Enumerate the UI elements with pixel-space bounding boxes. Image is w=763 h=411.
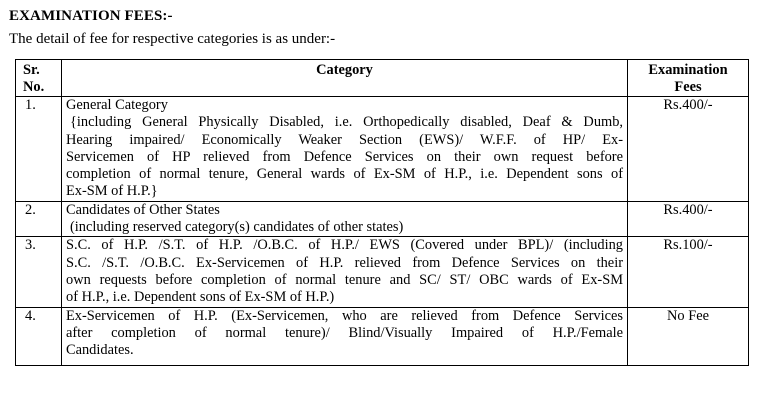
table-header-row (16, 60, 749, 97)
table-row (16, 307, 749, 366)
header-sr-line2: No. (23, 79, 45, 95)
table-row (16, 237, 749, 307)
category-line: Ex-Servicemen of H.P. (Ex-Servicemen, who are relieved from Defence Services (66, 307, 623, 324)
row-fee: Rs.400/- (628, 97, 749, 202)
row-fee: Rs.400/- (628, 201, 749, 237)
header-examination-fees (628, 60, 749, 97)
row-sr-no: 1. (16, 97, 62, 202)
category-line: (including reserved category(s) candidates of other states) (70, 219, 404, 236)
category-line: Servicemen of HP relieved from Defence Services on their own request before (66, 148, 623, 165)
category-line: S.C. of H.P. /S.T. of H.P. /O.B.C. of H.P./ EWS (Covered under BPL)/ (including (66, 237, 623, 254)
category-line: of H.P., i.e. Dependent sons of Ex-SM of H.P.) (66, 289, 335, 306)
category-line: after completion of normal tenure)/ Blind/Visually Impaired of H.P./Female (66, 324, 623, 341)
category-line: Candidates of Other States (66, 201, 220, 218)
row-sr-no: 3. (16, 237, 62, 307)
header-sr-no (16, 60, 62, 97)
row-category (62, 201, 628, 237)
header-fees-line1: Examination (648, 62, 728, 78)
category-line: Ex-SM of H.P.} (66, 183, 158, 200)
category-line: Candidates. (66, 342, 134, 359)
category-line: General Category (66, 97, 168, 113)
table-row (16, 201, 749, 237)
fees-table (15, 59, 749, 366)
category-line: {including General Physically Disabled, i.e. Orthopedically disabled, Deaf & Dumb, (70, 114, 623, 131)
row-category (62, 97, 628, 202)
intro-text: The detail of fee for respective categories is as under:- (9, 31, 336, 47)
header-category: Category (62, 60, 628, 97)
header-sr-line1: Sr. (23, 62, 40, 78)
category-line: own requests before completion of normal tenure and SC/ ST/ OBC wards of Ex-SM (66, 271, 623, 288)
section-heading: EXAMINATION FEES:- (9, 8, 173, 24)
row-category (62, 237, 628, 307)
row-sr-no: 4. (16, 307, 62, 366)
category-line: completion of normal tenure, General wards of Ex-SM of H.P., i.e. Dependent sons of (66, 166, 623, 183)
row-fee: Rs.100/- (628, 237, 749, 307)
row-category (62, 307, 628, 366)
row-sr-no: 2. (16, 201, 62, 237)
table-row (16, 97, 749, 202)
category-line: S.C. /S.T. /O.B.C. Ex-Servicemen of H.P. relieved from Defence Services on their (66, 254, 623, 271)
row-fee: No Fee (628, 307, 749, 366)
header-fees-line2: Fees (674, 79, 702, 95)
category-line: Hearing impaired/ Economically Weaker Section (EWS)/ W.F.F. of HP/ Ex- (66, 131, 623, 148)
